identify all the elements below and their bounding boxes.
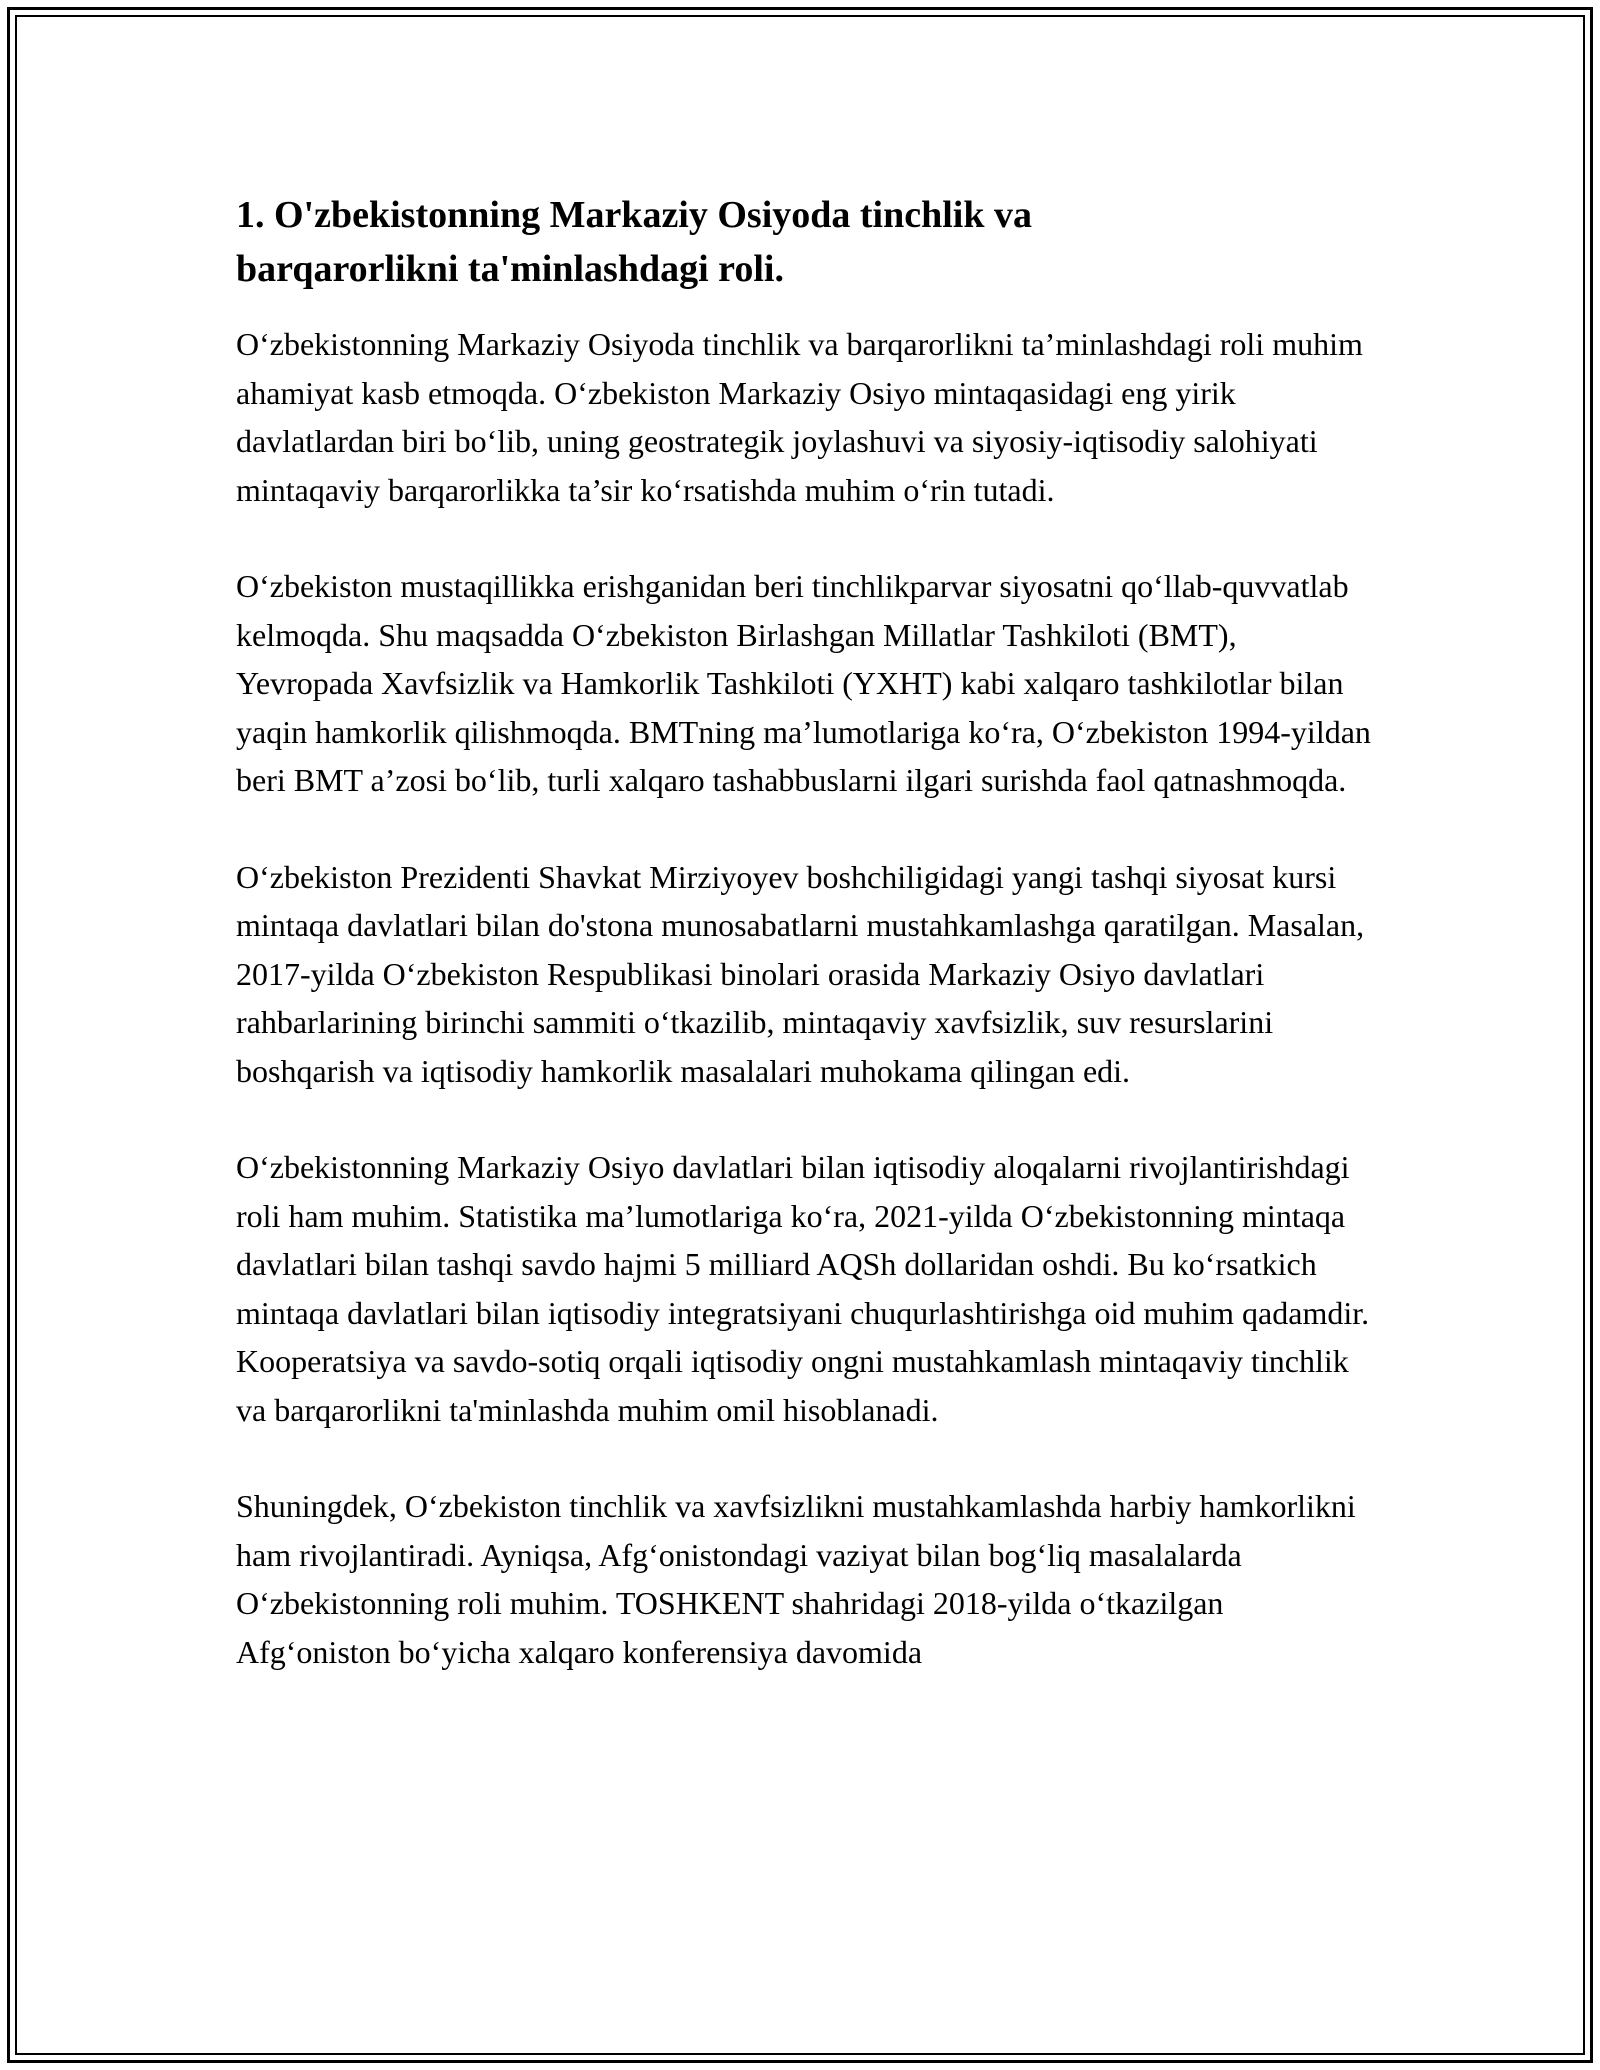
paragraph-4: O‘zbekistonning Markaziy Osiyo davlatlari bilan iqtisodiy aloqalarni rivojlantirishdagi roli ham muhim. Statistika ma’lumotlariga ko‘ra, 2021-yilda O‘zbekistonning mintaqa davlatlari bilan tashqi savdo hajmi 5 milliard AQSh dollaridan oshdi. Bu ko‘rsatkich mintaqa davlatlari bilan iqtisodiy integratsiyani chuqurlashtirishga oid muhim qadamdir. Kooperatsiya va savdo-sotiq orqali iqtisodiy ongni mustahkamlash mintaqaviy tinchlik va barqarorlikni ta'minlashda muhim omil hisoblanadi. [236, 1149, 1370, 1428]
section-heading: 1. O'zbekistonning Markaziy Osiyoda tinchlik va barqarorlikni ta'minlashdagi roli. [236, 194, 1032, 290]
paragraph-1: O‘zbekistonning Markaziy Osiyoda tinchlik va barqarorlikni ta’minlashdagi roli muhim ahamiyat kasb etmoqda. O‘zbekiston Markaziy Osiyo mintaqasidagi eng yirik davlatlardan biri bo‘lib, uning geostrategik joylashuvi va siyosiy-iqtisodiy salohiyati mintaqaviy barqarorlikka ta’sir ko‘rsatishda muhim o‘rin tutadi. [236, 326, 1363, 508]
paragraph-3: O‘zbekiston Prezidenti Shavkat Mirziyoyev boshchiligidagi yangi tashqi siyosat kursi mintaqa davlatlari bilan do'stona munosabatlarni mustahkamlashga qaratilgan. Masalan, 2017-yilda O‘zbekiston Respublikasi binolari orasida Markaziy Osiyo davlatlari rahbarlarining birinchi sammiti o‘tkazilib, mintaqaviy xavfsizlik, suv resurslarini boshqarish va iqtisodiy hamkorlik masalalari muhokama qilingan edi. [236, 858, 1365, 1089]
paragraph-2: O‘zbekiston mustaqillikka erishganidan beri tinchlikparvar siyosatni qo‘llab-quvvatlab kelmoqda. Shu maqsadda O‘zbekiston Birlashgan Millatlar Tashkiloti (BMT), Yevropada Xavfsizlik va Hamkorlik Tashkiloti (YXHT) kabi xalqaro tashkilotlar bilan yaqin hamkorlik qilishmoqda. BMTning ma’lumotlariga ko‘ra, O‘zbekiston 1994-yildan beri BMT a’zosi bo‘lib, turli xalqaro tashabbuslarni ilgari surishda faol qatnashmoqda. [236, 568, 1371, 798]
paragraph-5: Shuningdek, O‘zbekiston tinchlik va xavfsizlikni mustahkamlashda harbiy hamkorlikni ham rivojlantiradi. Ayniqsa, Afg‘onistondagi vaziyat bilan bog‘liq masalalarda O‘zbekistonning roli muhim. TOSHKENT shahridagi 2018-yilda o‘tkazilgan Afg‘oniston bo‘yicha xalqaro konferensiya davomida [236, 1488, 1356, 1670]
document-body [236, 188, 1376, 1676]
